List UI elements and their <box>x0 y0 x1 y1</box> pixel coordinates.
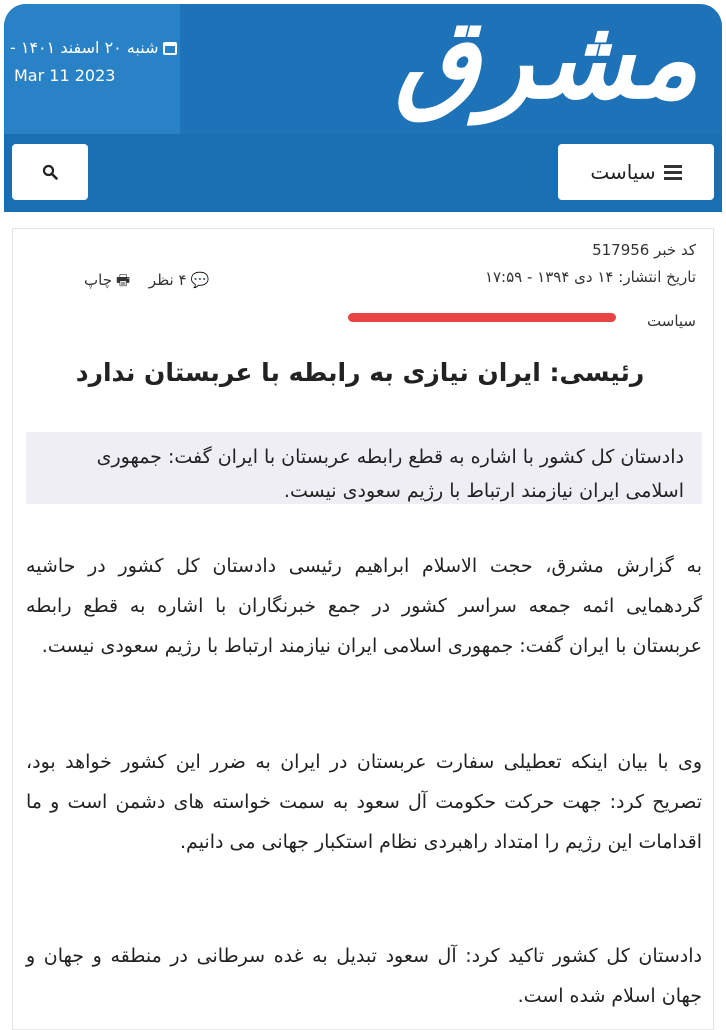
comments-link[interactable]: 💬۴ نظر <box>148 271 210 289</box>
date-persian: شنبه ۲۰ اسفند ۱۴۰۱ - <box>10 38 206 57</box>
article-title: رئیسی: ایران نیازی به رابطه با عربستان ندارد <box>75 358 645 387</box>
nav-bar <box>4 134 722 212</box>
article-paragraph: وی با بیان اینکه تعطیلی سفارت عربستان در ایران به ضرر این کشور خواهد بود، تصریح کرد: جهت حرکت حکومت آل سعود به سمت خواسته های دشمن است و ما اقدامات این رژیم را امتداد راهبردی نظام استکبار جهانی می دانیم. <box>26 751 702 853</box>
category-label[interactable]: سیاست <box>647 312 696 330</box>
hamburger-icon <box>664 162 682 183</box>
category-menu-button[interactable] <box>558 144 714 200</box>
publish-date: تاریخ انتشار: ۱۴ دی ۱۳۹۴ - ۱۷:۵۹ <box>484 268 696 286</box>
comment-icon: 💬 <box>190 271 210 289</box>
news-code: کد خبر 517956 <box>592 241 696 259</box>
article-paragraph: به گزارش مشرق، حجت الاسلام ابراهیم رئیسی دادستان کل کشور در حاشیه گردهمایی ائمه جمعه سراسر کشور در جمع خبرنگاران با اشاره به قطع رابطه عربستان با ایران گفت: جمهوری اسلامی ایران نیازمند ارتباط با رژیم سعودی نیست. <box>26 555 702 657</box>
article-lead: دادستان کل کشور با اشاره به قطع رابطه عربستان با ایران گفت: جمهوری اسلامی ایران نیازمند ارتباط با رژیم سعودی نیست. <box>26 432 702 504</box>
print-link[interactable]: 🖶چاپ <box>84 271 131 289</box>
article-paragraph: دادستان کل کشور تاکید کرد: آل سعود تبدیل به غده سرطانی در منطقه و جهان و جهان اسلام شده است. <box>26 945 702 1007</box>
print-icon: 🖶 <box>115 271 131 289</box>
site-header <box>4 4 722 134</box>
calendar-icon <box>163 42 177 55</box>
article-actions <box>70 270 209 295</box>
menu-label: سیاست <box>590 160 656 184</box>
search-button[interactable] <box>12 144 88 200</box>
red-underline-mark <box>348 313 616 322</box>
search-icon <box>42 164 58 180</box>
date-gregorian: Mar 11 2023 <box>14 66 116 85</box>
site-logo[interactable]: مشرق <box>394 4 698 123</box>
